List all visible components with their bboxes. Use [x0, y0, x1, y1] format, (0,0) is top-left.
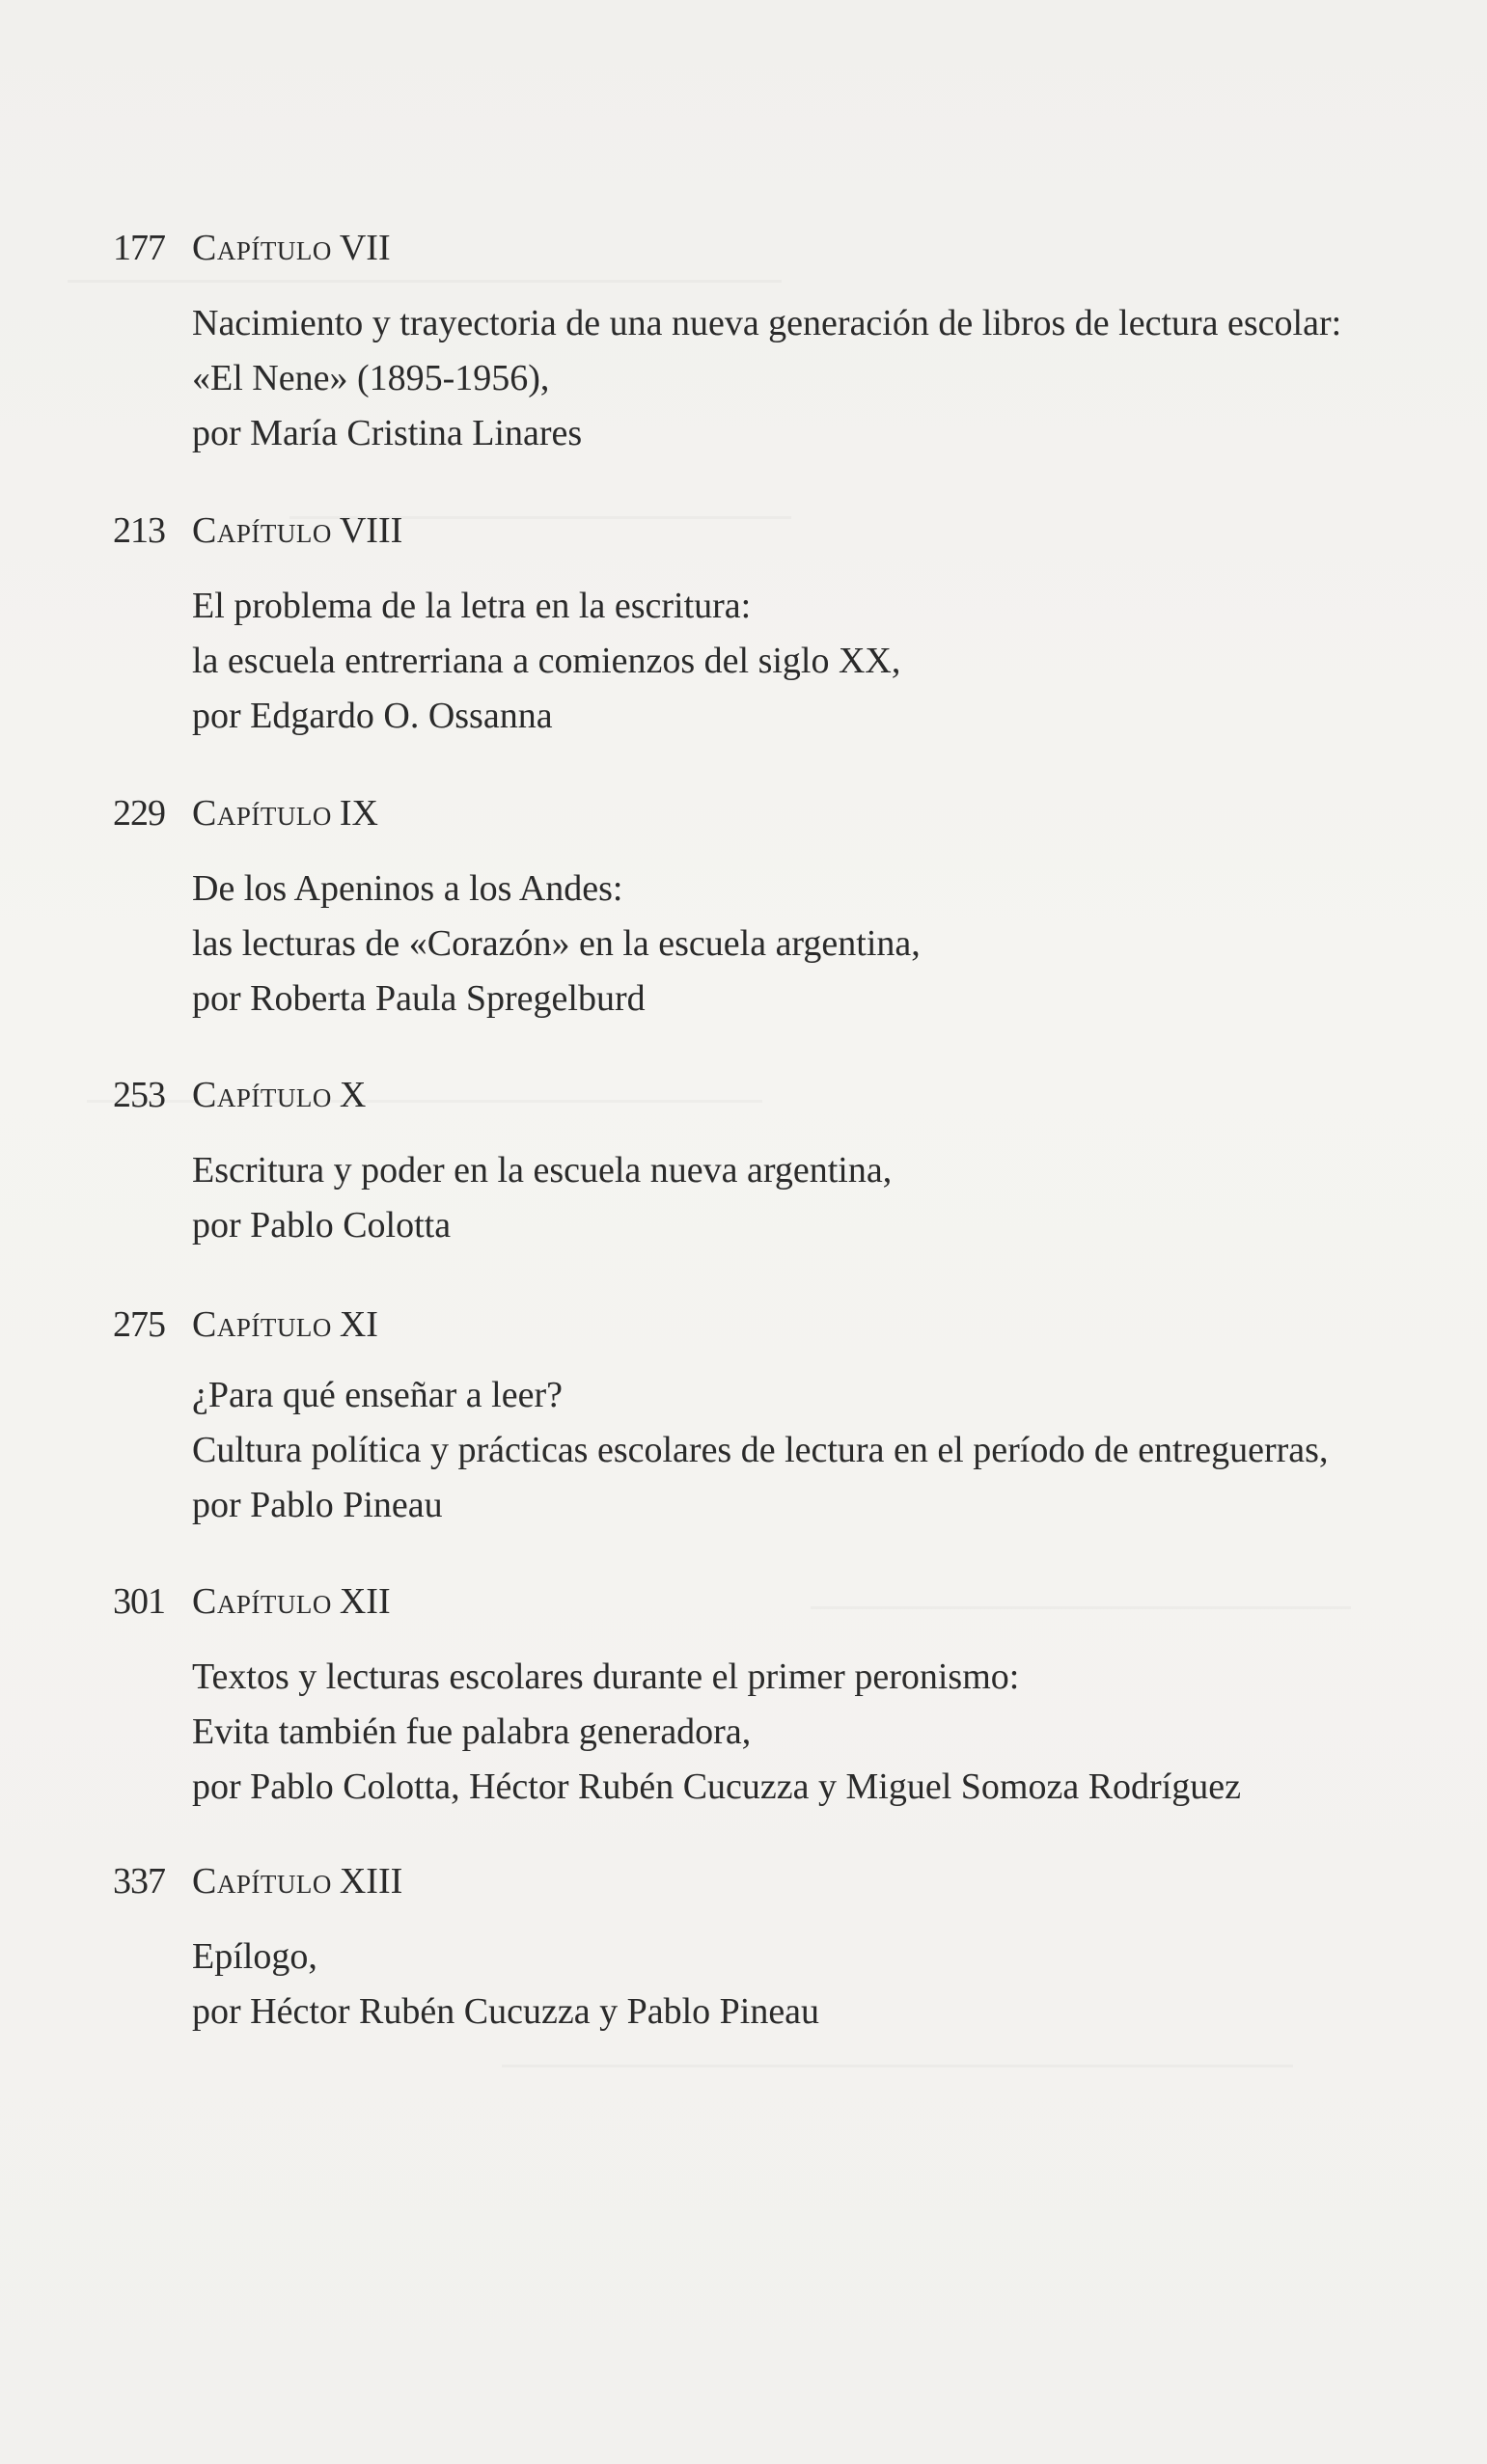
chapter-number: XI: [339, 1304, 378, 1345]
title-line: Epílogo,: [192, 1936, 317, 1977]
page-number: 177: [113, 228, 165, 268]
chapter-heading: [0, 224, 1487, 272]
page-number: 213: [113, 510, 165, 551]
chapter-number: X: [339, 1075, 367, 1115]
author-line: por Edgardo O. Ossanna: [192, 696, 553, 736]
chapter-number: VII: [339, 228, 391, 268]
chapter-title-block: [192, 1930, 1466, 2040]
chapter-heading: [0, 1300, 1487, 1349]
chapter-label: [192, 789, 378, 837]
chapter-heading: [0, 1071, 1487, 1119]
chapter-title-block: [192, 1650, 1466, 1815]
title-line: Evita también fue palabra generadora,: [192, 1711, 752, 1752]
chapter-word: Capítulo: [192, 1861, 332, 1902]
chapter-label: [192, 224, 391, 272]
chapter-label: [192, 1857, 402, 1905]
title-line: De los Apeninos a los Andes:: [192, 868, 623, 909]
author-line: por Héctor Rubén Cucuzza y Pablo Pineau: [192, 1991, 820, 2032]
title-line: El problema de la letra en la escritura:: [192, 586, 752, 626]
title-line: Cultura política y prácticas escolares de lectura en el período de entreguerras,: [192, 1430, 1329, 1470]
chapter-number: VIII: [339, 510, 403, 551]
page-number: 337: [113, 1861, 165, 1902]
chapter-title-block: [192, 862, 1466, 1027]
chapter-label: [192, 506, 402, 555]
chapter-label: [192, 1300, 378, 1349]
author-line: por Pablo Colotta, Héctor Rubén Cucuzza y Miguel Somoza Rodríguez: [192, 1766, 1241, 1807]
title-line: «El Nene» (1895-1956),: [192, 358, 550, 398]
page-number: 253: [113, 1075, 165, 1115]
title-line: Textos y lecturas escolares durante el primer peronismo:: [192, 1656, 1020, 1697]
author-line: por Pablo Pineau: [192, 1485, 443, 1525]
chapter-title-block: [192, 296, 1466, 461]
chapter-word: Capítulo: [192, 793, 332, 834]
chapter-word: Capítulo: [192, 510, 332, 551]
title-line: Nacimiento y trayectoria de una nueva generación de libros de lectura escolar:: [192, 303, 1342, 343]
page-number: 301: [113, 1581, 165, 1622]
title-line: ¿Para qué enseñar a leer?: [192, 1375, 563, 1415]
chapter-label: [192, 1577, 391, 1626]
chapter-number: XIII: [339, 1861, 403, 1902]
chapter-word: Capítulo: [192, 228, 332, 268]
chapter-word: Capítulo: [192, 1304, 332, 1345]
title-line: Escritura y poder en la escuela nueva argentina,: [192, 1150, 893, 1191]
chapter-number: IX: [339, 793, 378, 834]
chapter-heading: [0, 789, 1487, 837]
chapter-heading: [0, 506, 1487, 555]
title-line: las lecturas de «Corazón» en la escuela argentina,: [192, 923, 921, 964]
author-line: por María Cristina Linares: [192, 413, 583, 453]
title-line: la escuela entrerriana a comienzos del siglo XX,: [192, 641, 901, 681]
chapter-title-block: [192, 579, 1466, 744]
chapter-label: [192, 1071, 366, 1119]
page-number: 229: [113, 793, 165, 834]
chapter-heading: [0, 1857, 1487, 1905]
chapter-number: XII: [339, 1581, 391, 1622]
chapter-heading: [0, 1577, 1487, 1626]
author-line: por Pablo Colotta: [192, 1205, 452, 1246]
chapter-title-block: [192, 1143, 1466, 1253]
page-number: 275: [113, 1304, 165, 1345]
chapter-title-block: [192, 1368, 1466, 1533]
author-line: por Roberta Paula Spregelburd: [192, 978, 646, 1019]
chapter-word: Capítulo: [192, 1581, 332, 1622]
chapter-word: Capítulo: [192, 1075, 332, 1115]
